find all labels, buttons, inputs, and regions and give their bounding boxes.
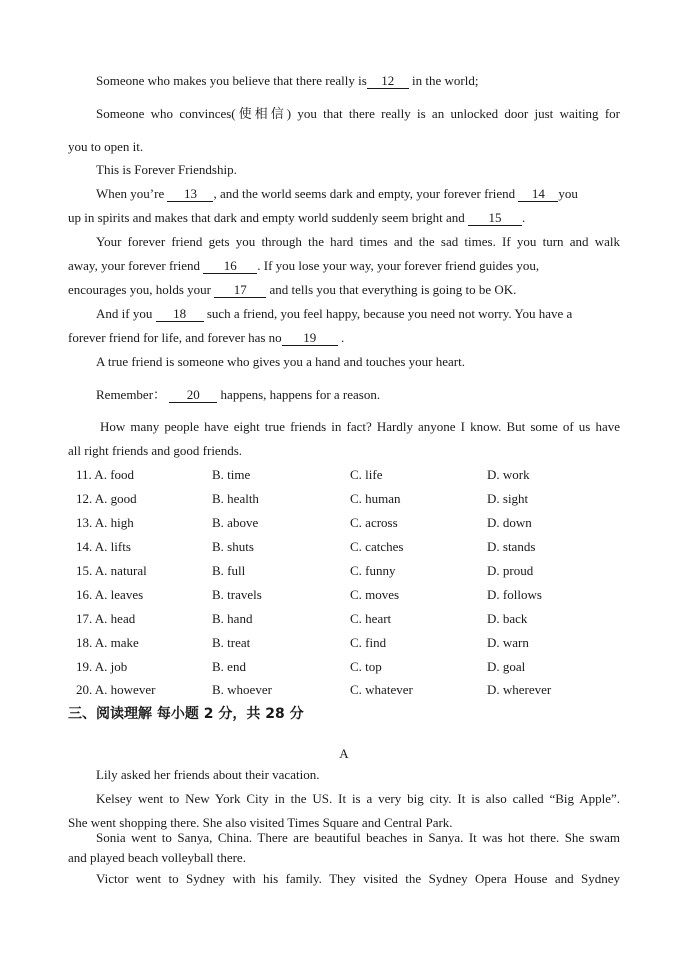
option-row-12 — [76, 490, 636, 508]
option-a: 17. A. head — [76, 611, 136, 626]
text: such a friend, you feel happy, because you need not worry. You have a — [203, 306, 573, 321]
passage-line-5 — [96, 185, 620, 203]
option-a: 11. A. food — [76, 467, 135, 482]
option-row-17 — [76, 610, 636, 628]
option-a: 18. A. make — [76, 635, 139, 650]
option-b: B. hand — [212, 611, 253, 626]
reading-line-4: Sonia went to Sanya, China. There are beautiful beaches in Sanya. It was hot there. She swam — [96, 830, 620, 845]
option-d: D. follows — [487, 587, 542, 602]
text: When you’re — [96, 186, 168, 201]
option-a: 12. A. good — [76, 491, 137, 506]
section-heading: 三、阅读理解 每小题 2 分，共 28 分 — [68, 706, 304, 722]
option-d: D. back — [487, 611, 528, 626]
passage-line-4: This is Forever Friendship. — [96, 162, 237, 177]
option-d: D. wherever — [487, 682, 552, 697]
reading-line-2: Kelsey went to New York City in the US. It is a very big city. It is also called “Big Apple”. — [96, 791, 620, 806]
text: , and the world seems dark and empty, your forever friend — [213, 186, 519, 201]
option-d: D. sight — [487, 491, 529, 506]
option-c: C. catches — [350, 539, 404, 554]
option-a: 20. A. however — [76, 682, 156, 697]
passage-line-12: A true friend is someone who gives you a hand and touches your heart. — [96, 354, 465, 369]
text: . If you lose your way, your forever friend guides you, — [257, 258, 540, 273]
text: happens, happens for a reason. — [217, 387, 381, 402]
passage-line-1 — [96, 72, 620, 90]
passage-line-14: How many people have eight true friends in fact? Hardly anyone I know. But some of us have — [100, 419, 620, 434]
blank-15: 15 — [468, 210, 522, 226]
reading-line-1: Lily asked her friends about their vacation. — [96, 767, 320, 782]
text: encourages you, holds your — [68, 282, 215, 297]
option-c: C. funny — [350, 563, 396, 578]
option-b: B. treat — [212, 635, 251, 650]
option-c: C. heart — [350, 611, 392, 626]
option-row-19 — [76, 658, 636, 676]
option-row-13 — [76, 514, 636, 532]
option-d: D. work — [487, 467, 530, 482]
option-b: B. whoever — [212, 682, 272, 697]
option-b: B. time — [212, 467, 251, 482]
text: . — [522, 210, 526, 225]
option-d: D. down — [487, 515, 532, 530]
reading-line-3: She went shopping there. She also visited Times Square and Central Park. — [68, 815, 453, 830]
passage-line-13 — [96, 386, 620, 404]
option-c: C. across — [350, 515, 398, 530]
passage-line-3: you to open it. — [68, 139, 144, 154]
passage-line-7: Your forever friend gets you through the hard times and the sad times. If you turn and walk — [96, 234, 620, 249]
option-row-20 — [76, 681, 636, 699]
text: up in spirits and makes that dark and empty world suddenly seem bright and — [68, 210, 469, 225]
blank-13: 13 — [167, 186, 213, 202]
text: forever friend for life, and forever has no — [68, 330, 282, 345]
option-b: B. travels — [212, 587, 262, 602]
reading-line-5: and played beach volleyball there. — [68, 850, 246, 865]
text: you — [558, 186, 578, 201]
option-row-15 — [76, 562, 636, 580]
blank-16: 16 — [203, 258, 257, 274]
option-c: C. find — [350, 635, 387, 650]
text: . — [337, 330, 345, 345]
option-c: C. top — [350, 659, 382, 674]
option-d: D. warn — [487, 635, 529, 650]
option-row-11 — [76, 466, 636, 484]
option-c: C. whatever — [350, 682, 413, 697]
blank-19: 19 — [282, 330, 338, 346]
passage-line-8 — [68, 257, 620, 275]
text: And if you — [96, 306, 156, 321]
option-c: C. moves — [350, 587, 400, 602]
option-row-18 — [76, 634, 636, 652]
option-a: 16. A. leaves — [76, 587, 144, 602]
option-b: B. full — [212, 563, 246, 578]
blank-12: 12 — [367, 73, 409, 89]
passage-line-9 — [68, 281, 620, 299]
option-c: C. human — [350, 491, 401, 506]
reading-line-6: Victor went to Sydney with his family. They visited the Sydney Opera House and Sydney — [96, 871, 620, 886]
blank-18: 18 — [156, 306, 204, 322]
option-d: D. goal — [487, 659, 526, 674]
option-row-14 — [76, 538, 636, 556]
passage-line-2: Someone who convinces(使相信) you that there really is an unlocked door just waiting for — [96, 106, 620, 121]
passage-title: A — [339, 746, 349, 761]
option-b: B. health — [212, 491, 259, 506]
text: and tells you that everything is going to be OK. — [266, 282, 517, 297]
option-c: C. life — [350, 467, 383, 482]
option-a: 13. A. high — [76, 515, 134, 530]
option-d: D. stands — [487, 539, 536, 554]
passage-line-15: all right friends and good friends. — [68, 443, 243, 458]
blank-17: 17 — [214, 282, 266, 298]
text: away, your forever friend — [68, 258, 204, 273]
option-row-16 — [76, 586, 636, 604]
option-a: 19. A. job — [76, 659, 128, 674]
option-a: 15. A. natural — [76, 563, 147, 578]
blank-20: 20 — [169, 387, 217, 403]
option-d: D. proud — [487, 563, 534, 578]
passage-line-6 — [68, 209, 620, 227]
text: in the world; — [408, 73, 479, 88]
option-b: B. end — [212, 659, 246, 674]
option-b: B. shuts — [212, 539, 254, 554]
passage-line-10 — [96, 305, 620, 323]
option-b: B. above — [212, 515, 259, 530]
text: Someone who makes you believe that there really is — [96, 73, 367, 88]
blank-14: 14 — [518, 186, 558, 202]
passage-line-11 — [68, 329, 620, 347]
option-a: 14. A. lifts — [76, 539, 131, 554]
text: Remember： — [96, 387, 170, 402]
